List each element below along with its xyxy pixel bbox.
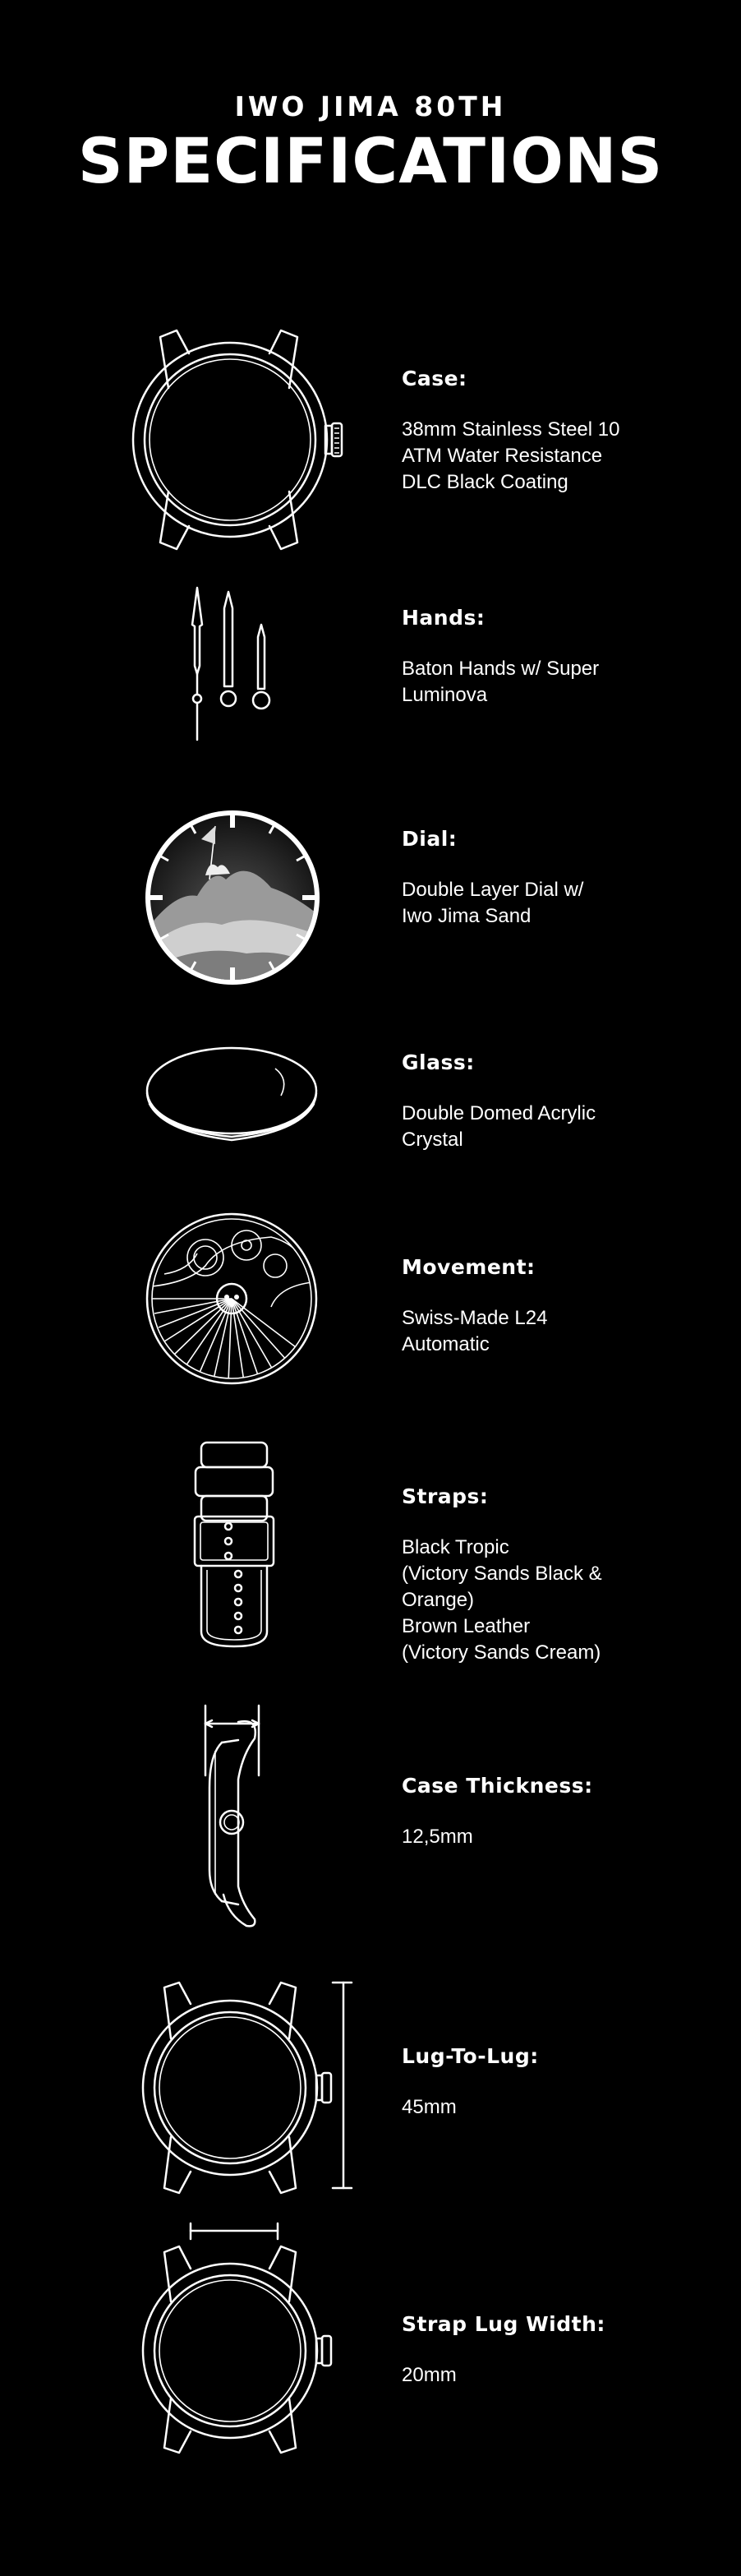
spec-value-line: 20mm: [402, 2364, 457, 2386]
spec-value: [402, 2094, 673, 2121]
spec-value-line: Crystal: [402, 1129, 463, 1151]
spec-label: Case Thickness:: [402, 1774, 593, 1798]
spec-value-line: (Victory Sands Black &: [402, 1563, 602, 1585]
spec-label: Straps:: [402, 1484, 489, 1508]
spec-hands-text: [402, 605, 673, 709]
spec-lug-to-lug-text: [402, 2043, 673, 2121]
spec-value: [402, 877, 673, 930]
spec-label: Dial:: [402, 827, 458, 851]
dial-icon: [0, 801, 394, 995]
strap-icon: [0, 1434, 394, 1664]
spec-value: [402, 2362, 673, 2389]
spec-case-thickness: [0, 1689, 741, 1944]
spec-case-thickness-text: [402, 1773, 673, 1850]
spec-value-line: Black Tropic: [402, 1536, 509, 1558]
spec-value: [402, 1824, 673, 1850]
spec-value: [402, 1101, 673, 1153]
spec-label: Strap Lug Width:: [402, 2312, 605, 2336]
spec-movement: [0, 1208, 741, 1389]
spec-value: [402, 656, 673, 709]
spec-value-line: 38mm Stainless Steel 10: [402, 418, 620, 441]
spec-glass: [0, 1032, 741, 1155]
spec-dial: [0, 801, 741, 995]
spec-value-line: Double Domed Acrylic: [402, 1102, 596, 1124]
spec-value-line: Automatic: [402, 1333, 490, 1355]
spec-glass-text: [402, 1050, 673, 1153]
lug-to-lug-icon: [0, 1973, 394, 2203]
spec-strap-lug-width-text: [402, 2311, 673, 2389]
spec-value-line: Baton Hands w/ Super: [402, 658, 600, 680]
page-subtitle: IWO JIMA 80TH: [234, 90, 507, 122]
spec-value-line: (Victory Sands Cream): [402, 1641, 601, 1664]
spec-value: [402, 417, 673, 496]
spec-label: Glass:: [402, 1050, 475, 1074]
spec-value: [402, 1535, 673, 1666]
watch-hands-icon: [0, 575, 394, 756]
spec-lug-to-lug: [0, 1973, 741, 2203]
spec-straps-text: [402, 1484, 673, 1666]
spec-label: Hands:: [402, 606, 486, 630]
spec-case: [0, 321, 741, 559]
spec-value-line: Double Layer Dial w/: [402, 879, 584, 901]
spec-label: Movement:: [402, 1255, 536, 1279]
spec-strap-lug-width: [0, 2219, 741, 2458]
spec-value-line: 12,5mm: [402, 1826, 473, 1848]
movement-icon: [0, 1208, 394, 1389]
spec-case-text: [402, 366, 673, 496]
spec-movement-text: [402, 1254, 673, 1358]
spec-straps: [0, 1434, 741, 1664]
spec-label: Lug-To-Lug:: [402, 2044, 539, 2068]
spec-value-line: Swiss-Made L24: [402, 1307, 548, 1329]
page-title: SPECIFICATIONS: [77, 124, 664, 197]
case-side-icon: [0, 1689, 394, 1944]
spec-hands: [0, 575, 741, 756]
spec-label: Case:: [402, 367, 467, 390]
spec-dial-text: [402, 826, 673, 930]
watch-case-icon: [0, 321, 394, 559]
lug-width-icon: [0, 2219, 394, 2458]
spec-value-line: Orange): [402, 1589, 475, 1611]
spec-value-line: ATM Water Resistance: [402, 445, 603, 467]
spec-value-line: Brown Leather: [402, 1615, 531, 1637]
spec-value-line: Iwo Jima Sand: [402, 905, 532, 927]
domed-crystal-icon: [0, 1032, 394, 1155]
page-header: [0, 90, 741, 196]
spec-value: [402, 1305, 673, 1358]
spec-value-line: Luminova: [402, 684, 488, 706]
spec-value-line: DLC Black Coating: [402, 471, 568, 493]
spec-value-line: 45mm: [402, 2096, 457, 2118]
